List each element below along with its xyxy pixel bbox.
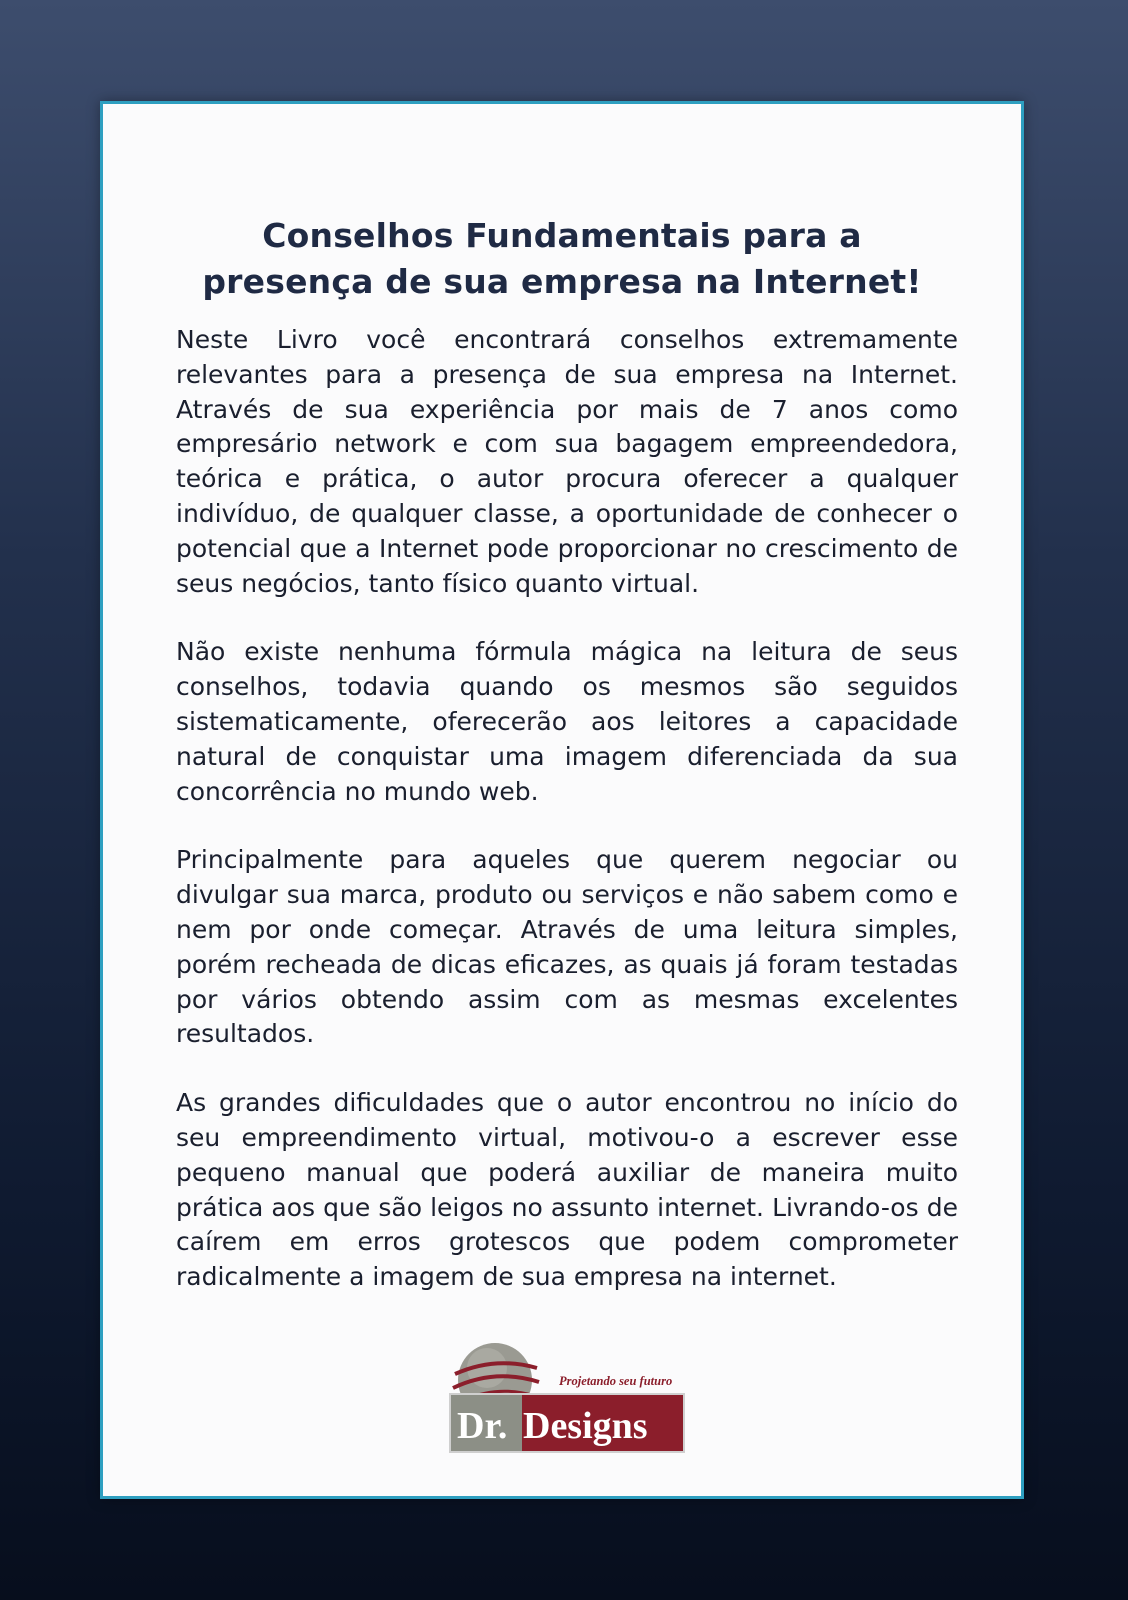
document-page: [100, 101, 1024, 1499]
body-text: [176, 323, 958, 1329]
logo-graphic: [449, 1338, 685, 1453]
logo-name-designs: Designs: [523, 1405, 648, 1447]
page-title: [133, 213, 991, 305]
title-line-2: presença de sua empresa na Internet!: [202, 262, 922, 301]
paragraph-4: As grandes dificuldades que o autor encontrou no início do seu empreendimento virtual, motivou-o a escrever esse pequeno manual que poderá auxiliar de maneira muito prática aos que são leigos no assunto internet. Livrando-os de caírem em erros grotescos que podem comprometer radicalmente a imagem de sua empresa na internet.: [176, 1088, 958, 1292]
title-line-1: Conselhos Fundamentais para a: [262, 216, 862, 255]
dr-designs-logo: [449, 1338, 685, 1453]
logo-name-dr: Dr.: [457, 1405, 508, 1447]
logo-tagline: Projetando seu futuro: [559, 1374, 673, 1388]
paragraph-3: Principalmente para aqueles que querem negociar ou divulgar sua marca, produto ou serviços e não sabem como e nem por onde começar. Através de uma leitura simples, porém recheada de dicas eficazes, as quais já foram testadas por vários obtendo assim com as mesmas excelentes resultados.: [176, 845, 958, 1049]
paragraph-1: Neste Livro você encontrará conselhos extremamente relevantes para a presença de sua empresa na Internet. Através de sua experiência por mais de 7 anos como empresário network e com sua bagagem empreendedora, teórica e prática, o autor procura oferecer a qualquer indivíduo, de qualquer classe, a oportunidade de conhecer o potencial que a Internet pode proporcionar no crescimento de seus negócios, tanto físico quanto virtual.: [176, 325, 958, 598]
paragraph-2: Não existe nenhuma fórmula mágica na leitura de seus conselhos, todavia quando os mesmos são seguidos sistematicamente, oferecerão aos leitores a capacidade natural de conquistar uma imagem diferenciada da sua concorrência no mundo web.: [176, 637, 958, 806]
